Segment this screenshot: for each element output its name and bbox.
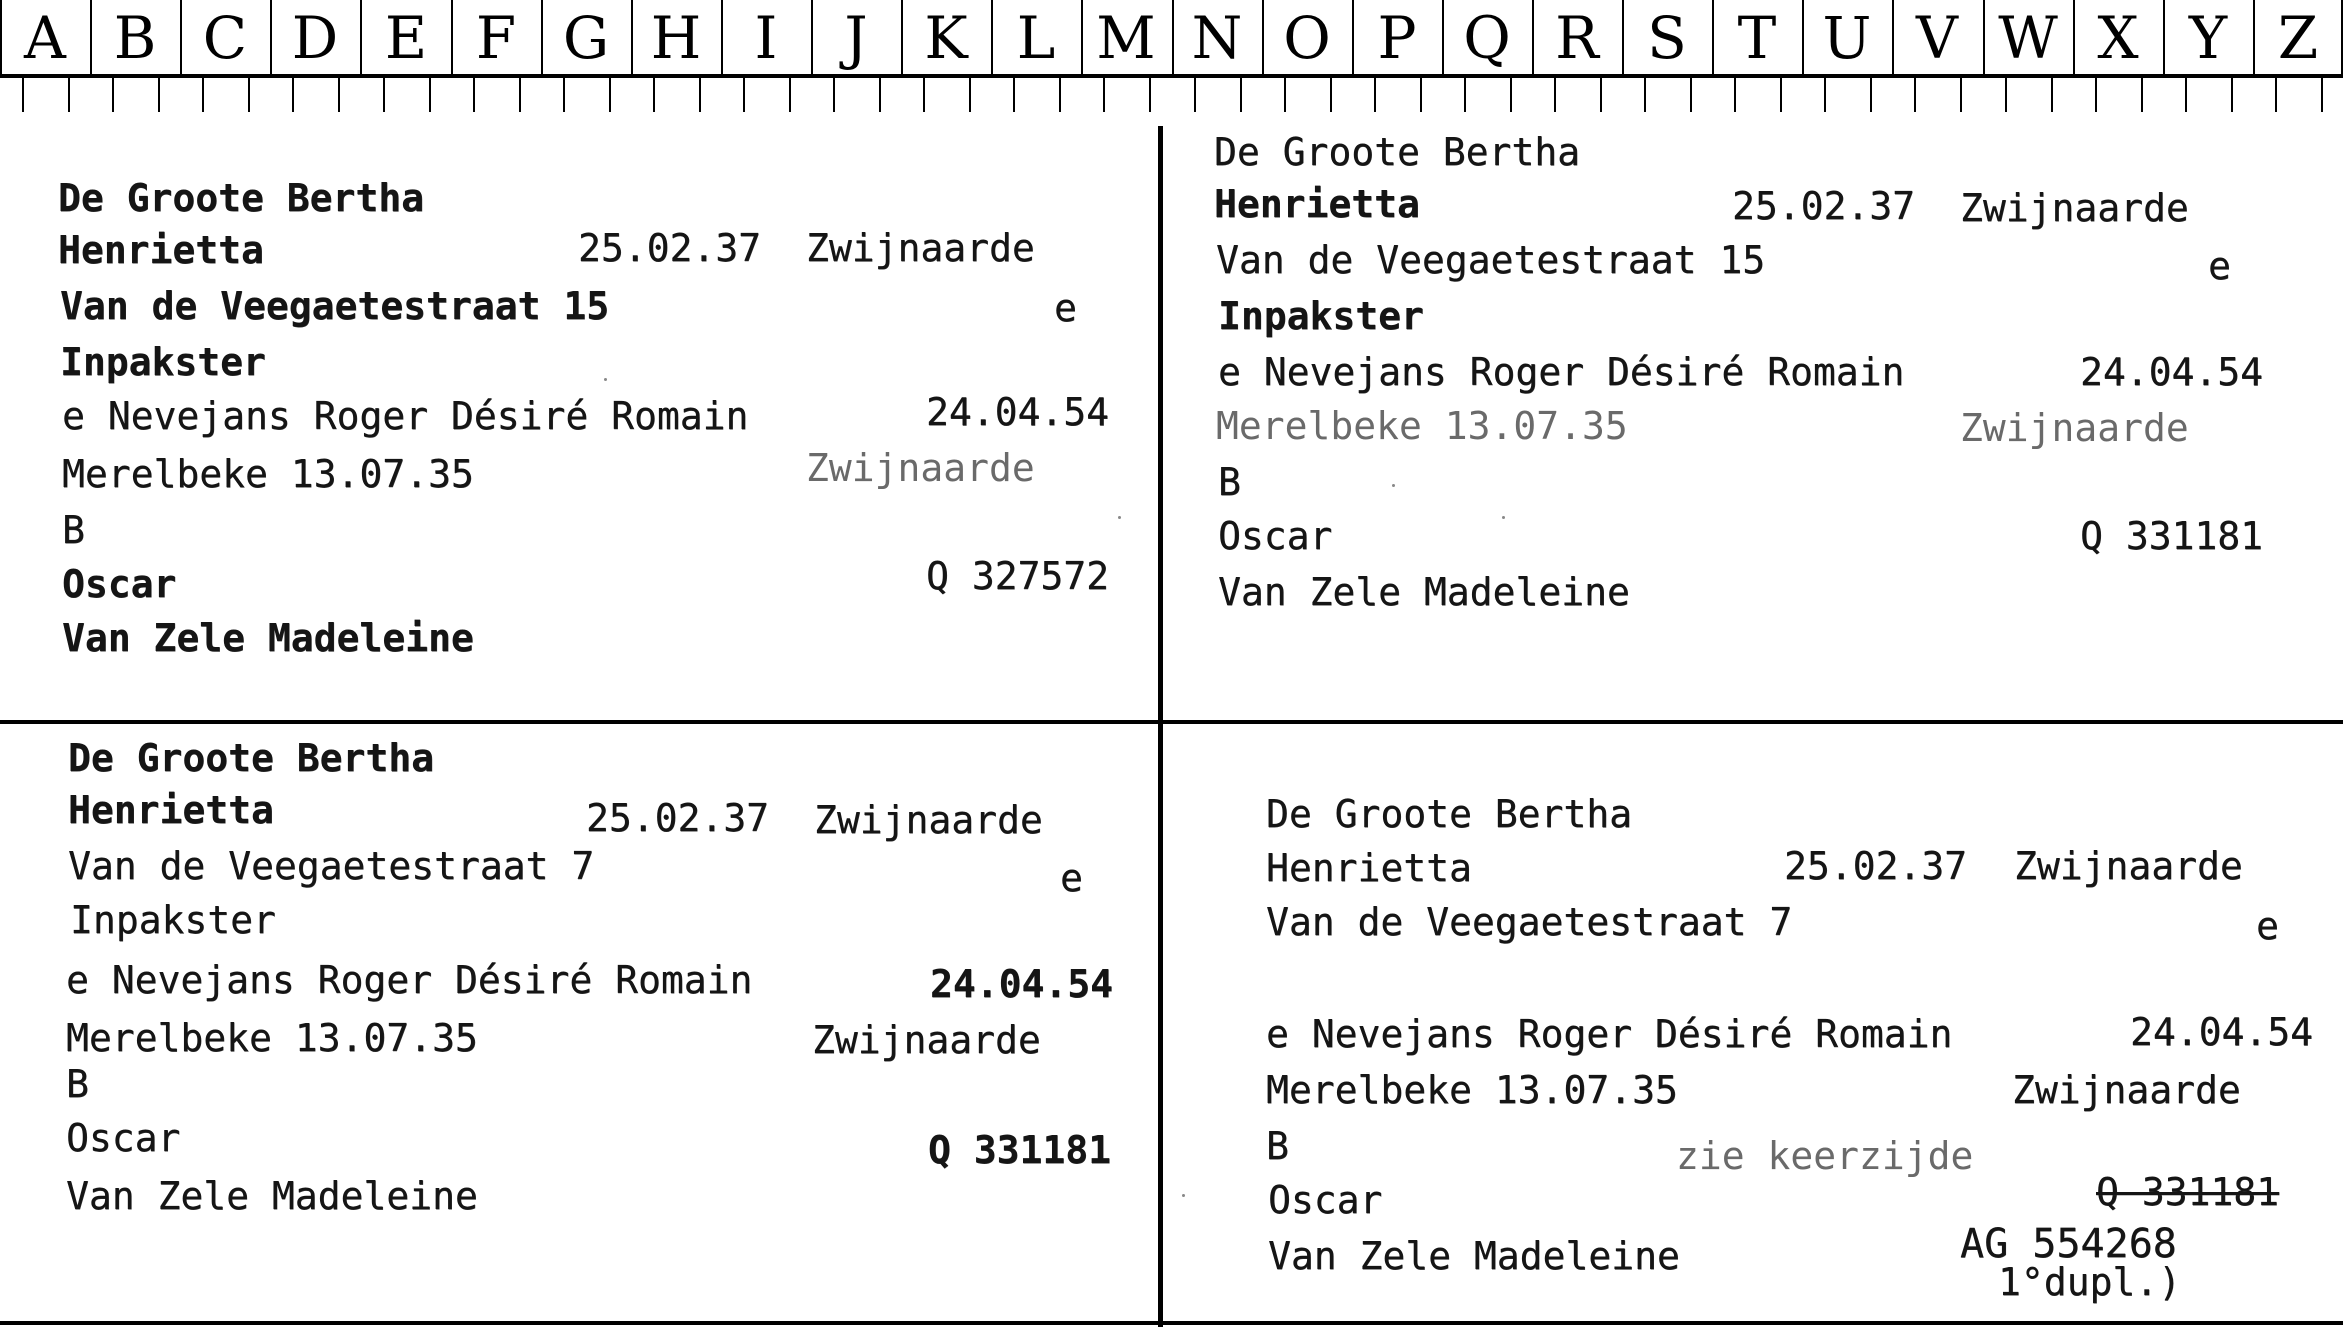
index-subtick xyxy=(1824,78,1826,112)
index-subtick xyxy=(1284,78,1286,112)
card-mother: Van Zele Madeleine xyxy=(66,1174,478,1218)
card-marker: e xyxy=(2208,244,2231,288)
index-rule xyxy=(0,74,2343,78)
card-father: Oscar xyxy=(1268,1178,1383,1222)
card-duplicate-note: 1°dupl.) xyxy=(1998,1260,2182,1304)
card-birth-place: Zwijnaarde xyxy=(806,226,1035,270)
scan-speck xyxy=(604,378,607,381)
card-birth-date: 25.02.37 xyxy=(586,796,770,840)
index-subtick xyxy=(1870,78,1872,112)
index-subtick xyxy=(1734,78,1736,112)
card-spouse: e Nevejans Roger Désiré Romain xyxy=(1218,350,1905,394)
index-subtick xyxy=(1059,78,1061,112)
index-divider xyxy=(1802,0,1804,74)
index-subtick xyxy=(1464,78,1466,112)
scan-speck xyxy=(1502,516,1505,519)
index-subtick xyxy=(1554,78,1556,112)
card-place: Zwijnaarde xyxy=(2012,1068,2241,1112)
index-divider xyxy=(1352,0,1354,74)
index-subtick xyxy=(473,78,475,112)
index-subtick xyxy=(338,78,340,112)
index-subtick xyxy=(2231,78,2233,112)
index-subtick xyxy=(248,78,250,112)
index-subtick xyxy=(158,78,160,112)
card-divider-horizontal xyxy=(0,720,2343,724)
card-birth-place: Zwijnaarde xyxy=(814,798,1043,842)
card-number: Q 327572 xyxy=(926,554,1110,598)
card-given-name: Henrietta xyxy=(1266,846,1472,890)
index-subtick xyxy=(2185,78,2187,112)
card-marriage-date: 24.04.54 xyxy=(930,962,1114,1006)
index-letter-r: R xyxy=(1555,4,1599,72)
card-address: Van de Veegaetestraat 7 xyxy=(1266,900,1793,944)
index-subtick xyxy=(1013,78,1015,112)
index-subtick xyxy=(292,78,294,112)
index-divider xyxy=(180,0,182,74)
index-subtick xyxy=(1600,78,1602,112)
card-birth-place: Zwijnaarde xyxy=(2014,844,2243,888)
card-name: De Groote Bertha xyxy=(58,176,425,220)
index-letter-c: C xyxy=(202,4,248,72)
index-subtick xyxy=(2005,78,2007,112)
index-subtick xyxy=(609,78,611,112)
index-divider xyxy=(90,0,92,74)
card-divider-vertical xyxy=(1158,126,1163,1327)
card-code: B xyxy=(62,508,85,552)
index-letter-z: Z xyxy=(2277,4,2319,72)
card-number-struck: Q 331181 xyxy=(2096,1170,2280,1214)
card-code: B xyxy=(66,1062,89,1106)
index-subtick xyxy=(68,78,70,112)
index-letter-j: J xyxy=(844,4,868,72)
card-address: Van de Veegaetestraat 15 xyxy=(1216,238,1766,282)
index-letter-m: M xyxy=(1096,4,1156,72)
scan-speck xyxy=(1392,484,1395,487)
index-letter-g: G xyxy=(562,4,610,72)
index-letter-v: V xyxy=(1916,4,1958,72)
index-subtick xyxy=(2141,78,2143,112)
index-divider xyxy=(1983,0,1985,74)
index-divider xyxy=(0,0,2,74)
card-given-name: Henrietta xyxy=(58,228,264,272)
scan-speck xyxy=(1118,516,1121,519)
index-letter-e: E xyxy=(384,4,428,72)
index-divider xyxy=(2073,0,2075,74)
card-marriage-date: 24.04.54 xyxy=(2080,350,2264,394)
card-number: Q 331181 xyxy=(2080,514,2264,558)
card-address: Van de Veegaetestraat 7 xyxy=(68,844,595,888)
index-divider xyxy=(1712,0,1714,74)
index-letter-q: Q xyxy=(1463,4,1511,72)
card-place: Zwijnaarde xyxy=(1960,406,2189,450)
index-divider xyxy=(901,0,903,74)
card-mother: Van Zele Madeleine xyxy=(62,616,474,660)
card-spouse: e Nevejans Roger Désiré Romain xyxy=(1266,1012,1953,1056)
card-note: zie keerzijde xyxy=(1676,1134,1974,1178)
card-birth-date: 25.02.37 xyxy=(578,226,762,270)
index-letter-w: W xyxy=(1998,4,2058,72)
card-spouse-birth: Merelbeke 13.07.35 xyxy=(62,452,474,496)
card-address: Van de Veegaetestraat 15 xyxy=(60,284,610,328)
index-subtick xyxy=(743,78,745,112)
index-letter-d: D xyxy=(291,4,339,72)
card-name: De Groote Bertha xyxy=(1214,130,1581,174)
index-letter-k: K xyxy=(924,4,968,72)
index-subtick xyxy=(1103,78,1105,112)
index-letter-u: U xyxy=(1822,4,1872,72)
index-divider xyxy=(2253,0,2255,74)
index-subtick xyxy=(429,78,431,112)
index-subtick xyxy=(969,78,971,112)
index-letter-p: P xyxy=(1377,4,1417,72)
index-letter-s: S xyxy=(1647,4,1687,72)
card-marriage-date: 24.04.54 xyxy=(2130,1010,2314,1054)
index-subtick xyxy=(2051,78,2053,112)
index-letter-l: L xyxy=(1016,4,1056,72)
index-subtick xyxy=(1420,78,1422,112)
card-occupation: Inpakster xyxy=(1218,294,1424,338)
index-divider xyxy=(721,0,723,74)
index-subtick xyxy=(653,78,655,112)
index-subtick xyxy=(1374,78,1376,112)
index-subtick xyxy=(1690,78,1692,112)
index-subtick xyxy=(1914,78,1916,112)
index-divider xyxy=(360,0,362,74)
card-mother: Van Zele Madeleine xyxy=(1268,1234,1680,1278)
index-divider xyxy=(270,0,272,74)
index-letter-t: T xyxy=(1737,4,1777,72)
index-subtick xyxy=(2095,78,2097,112)
index-divider xyxy=(991,0,993,74)
index-divider xyxy=(1081,0,1083,74)
card-marker: e xyxy=(1060,856,1083,900)
index-subtick xyxy=(1644,78,1646,112)
card-bottom-edge xyxy=(0,1321,2343,1325)
card-place: Zwijnaarde xyxy=(806,446,1035,490)
index-subtick xyxy=(2321,78,2323,112)
card-new-number: AG 554268 xyxy=(1960,1221,2177,1267)
index-subtick xyxy=(879,78,881,112)
index-divider xyxy=(1622,0,1624,74)
index-divider xyxy=(1262,0,1264,74)
index-subtick xyxy=(923,78,925,112)
index-divider xyxy=(451,0,453,74)
index-subtick xyxy=(1960,78,1962,112)
card-father: Oscar xyxy=(62,562,177,606)
index-subtick xyxy=(1330,78,1332,112)
index-subtick xyxy=(519,78,521,112)
index-letter-o: O xyxy=(1283,4,1331,72)
card-marker: e xyxy=(1054,286,1077,330)
card-marriage-date: 24.04.54 xyxy=(926,390,1110,434)
index-subtick xyxy=(563,78,565,112)
card-birth-date: 25.02.37 xyxy=(1732,184,1916,228)
index-divider xyxy=(811,0,813,74)
index-subtick xyxy=(1240,78,1242,112)
index-subtick xyxy=(202,78,204,112)
card-occupation: Inpakster xyxy=(70,898,276,942)
index-letter-y: Y xyxy=(2188,4,2228,72)
scan-speck xyxy=(1182,1194,1185,1197)
card-mother: Van Zele Madeleine xyxy=(1218,570,1630,614)
index-letter-a: A xyxy=(24,4,66,72)
card-marker: e xyxy=(2256,904,2279,948)
card-given-name: Henrietta xyxy=(1214,182,1420,226)
index-subtick xyxy=(22,78,24,112)
card-spouse-birth: Merelbeke 13.07.35 xyxy=(1266,1068,1678,1112)
index-subtick xyxy=(699,78,701,112)
card-spouse-birth: Merelbeke 13.07.35 xyxy=(1216,404,1628,448)
card-birth-date: 25.02.37 xyxy=(1784,844,1968,888)
index-subtick xyxy=(112,78,114,112)
index-subtick xyxy=(833,78,835,112)
index-letter-n: N xyxy=(1191,4,1243,72)
card-number: Q 331181 xyxy=(928,1128,1112,1172)
index-subtick xyxy=(1510,78,1512,112)
card-given-name: Henrietta xyxy=(68,788,274,832)
card-occupation: Inpakster xyxy=(60,340,266,384)
card-spouse: e Nevejans Roger Désiré Romain xyxy=(62,394,749,438)
card-father: Oscar xyxy=(66,1116,181,1160)
card-father: Oscar xyxy=(1218,514,1333,558)
index-divider xyxy=(541,0,543,74)
index-subtick xyxy=(789,78,791,112)
alphabet-index xyxy=(0,0,2343,112)
card-name: De Groote Bertha xyxy=(1266,792,1633,836)
index-divider xyxy=(2163,0,2165,74)
index-letter-h: H xyxy=(650,4,702,72)
card-spouse-birth: Merelbeke 13.07.35 xyxy=(66,1016,478,1060)
index-subtick xyxy=(1780,78,1782,112)
index-divider xyxy=(1442,0,1444,74)
card-code: B xyxy=(1266,1124,1289,1168)
card-code: B xyxy=(1218,460,1241,504)
index-letter-i: I xyxy=(754,4,778,72)
index-letter-b: B xyxy=(113,4,157,72)
index-divider xyxy=(1892,0,1894,74)
index-subtick xyxy=(2275,78,2277,112)
index-letter-f: F xyxy=(475,4,517,72)
index-divider xyxy=(1172,0,1174,74)
index-subtick xyxy=(1194,78,1196,112)
card-name: De Groote Bertha xyxy=(68,736,435,780)
index-subtick xyxy=(383,78,385,112)
card-place: Zwijnaarde xyxy=(812,1018,1041,1062)
index-divider xyxy=(1532,0,1534,74)
index-letter-x: X xyxy=(2097,4,2139,72)
card-spouse: e Nevejans Roger Désiré Romain xyxy=(66,958,753,1002)
index-divider xyxy=(631,0,633,74)
index-subtick xyxy=(1149,78,1151,112)
card-birth-place: Zwijnaarde xyxy=(1960,186,2189,230)
